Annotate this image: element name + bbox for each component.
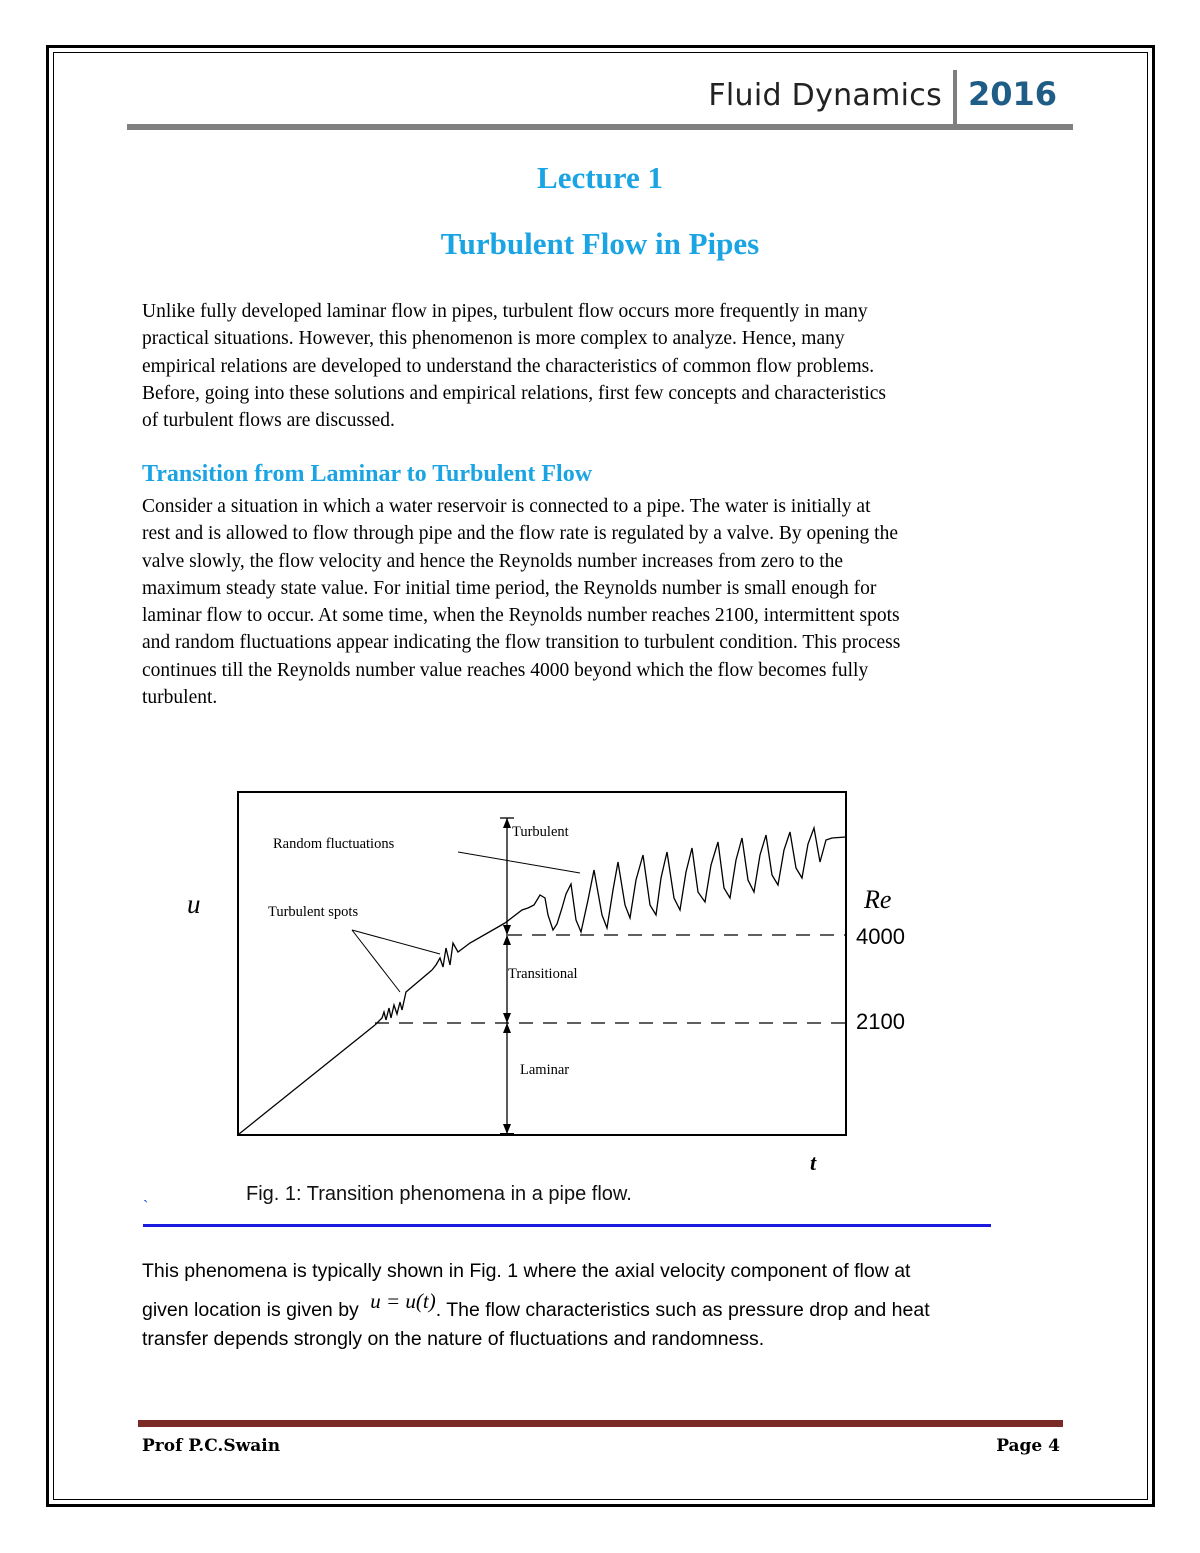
section-paragraph xyxy=(142,493,1062,711)
closing-line-1: This phenomena is typically shown in Fig. 1 where the axial velocity component of flow at xyxy=(142,1260,911,1282)
section-line: turbulent. xyxy=(142,687,218,709)
figure-caption: Fig. 1: Transition phenomena in a pipe flow. xyxy=(246,1183,632,1205)
footer-author: Prof P.C.Swain xyxy=(142,1436,281,1456)
arrow-turbulent-top xyxy=(503,818,511,828)
section-heading: Transition from Laminar to Turbulent Flow xyxy=(142,461,593,487)
axis-label-u: u xyxy=(187,889,201,919)
transition-figure xyxy=(170,780,950,1180)
label-re: Re xyxy=(864,885,892,914)
section-line: continues till the Reynolds number value reaches 4000 beyond which the flow becomes fully xyxy=(142,659,869,681)
closing-line-2 xyxy=(142,1289,1072,1322)
label-turbulent: Turbulent xyxy=(512,824,569,840)
header-rule xyxy=(127,124,1073,130)
label-transitional: Transitional xyxy=(508,966,578,982)
section-line: valve slowly, the flow velocity and hence the Reynolds number increases from zero to the xyxy=(142,550,844,572)
leader-random xyxy=(458,852,580,873)
lecture-number: Lecture 1 xyxy=(537,160,663,195)
intro-line: empirical relations are developed to understand the characteristics of common flow problems. xyxy=(142,355,875,377)
intro-line: practical situations. However, this phenomenon is more complex to analyze. Hence, many xyxy=(142,328,845,350)
stray-mark: ` xyxy=(143,1198,149,1215)
section-line: Consider a situation in which a water reservoir is connected to a pipe. The water is initially at xyxy=(142,496,871,517)
header-title: Fluid Dynamics xyxy=(708,78,942,113)
axis-label-t: t xyxy=(810,1150,817,1175)
header-year: 2016 xyxy=(968,75,1058,113)
intro-line: of turbulent flows are discussed. xyxy=(142,410,395,432)
section-line: and random fluctuations appear indicating the flow transition to turbulent condition. This process xyxy=(142,632,901,654)
lecture-title: Turbulent Flow in Pipes xyxy=(440,226,760,261)
leader-spot-1 xyxy=(352,930,400,992)
label-random-fluctuations: Random fluctuations xyxy=(273,836,395,852)
intro-line: Before, going into these solutions and empirical relations, first few concepts and characteristics xyxy=(142,382,887,404)
level-4000-label: 4000 xyxy=(856,924,905,949)
intro-line: Unlike fully developed laminar flow in pipes, turbulent flow occurs more frequently in many xyxy=(142,301,868,322)
arrow-turbulent-bottom xyxy=(503,925,511,935)
label-turbulent-spots: Turbulent spots xyxy=(268,904,359,920)
closing-line-3: transfer depends strongly on the nature of fluctuations and randomness. xyxy=(142,1328,765,1350)
closing-line-2-pre: given location is given by xyxy=(142,1299,359,1321)
section-line: rest and is allowed to flow through pipe and the flow rate is regulated by a valve. By opening the xyxy=(142,523,898,545)
footer-rule xyxy=(138,1420,1063,1427)
turbulent-spot-2 xyxy=(432,923,505,970)
intro-paragraph xyxy=(142,298,1062,434)
header-separator xyxy=(953,70,957,126)
arrow-transitional-top xyxy=(503,935,511,945)
level-2100-label: 2100 xyxy=(856,1009,905,1034)
math-expression: u = u(t) xyxy=(370,1289,436,1313)
section-line: laminar flow to occur. At some time, when the Reynolds number reaches 2100, intermittent spots xyxy=(142,605,900,627)
random-fluctuation-curve xyxy=(505,828,846,932)
closing-line-2-post: . The flow characteristics such as pressure drop and heat xyxy=(435,1299,930,1321)
label-laminar: Laminar xyxy=(520,1062,570,1078)
footer-page-number: Page 4 xyxy=(996,1436,1060,1456)
section-line: maximum steady state value. For initial time period, the Reynolds number is small enough for xyxy=(142,577,877,599)
arrow-laminar-top xyxy=(503,1023,511,1033)
arrow-transitional-bottom xyxy=(503,1013,511,1023)
leader-spot-2 xyxy=(352,930,440,954)
arrow-laminar-bottom xyxy=(503,1124,511,1134)
caption-rule xyxy=(143,1224,991,1227)
laminar-line xyxy=(239,1025,375,1134)
turbulent-spot-1 xyxy=(375,970,432,1025)
